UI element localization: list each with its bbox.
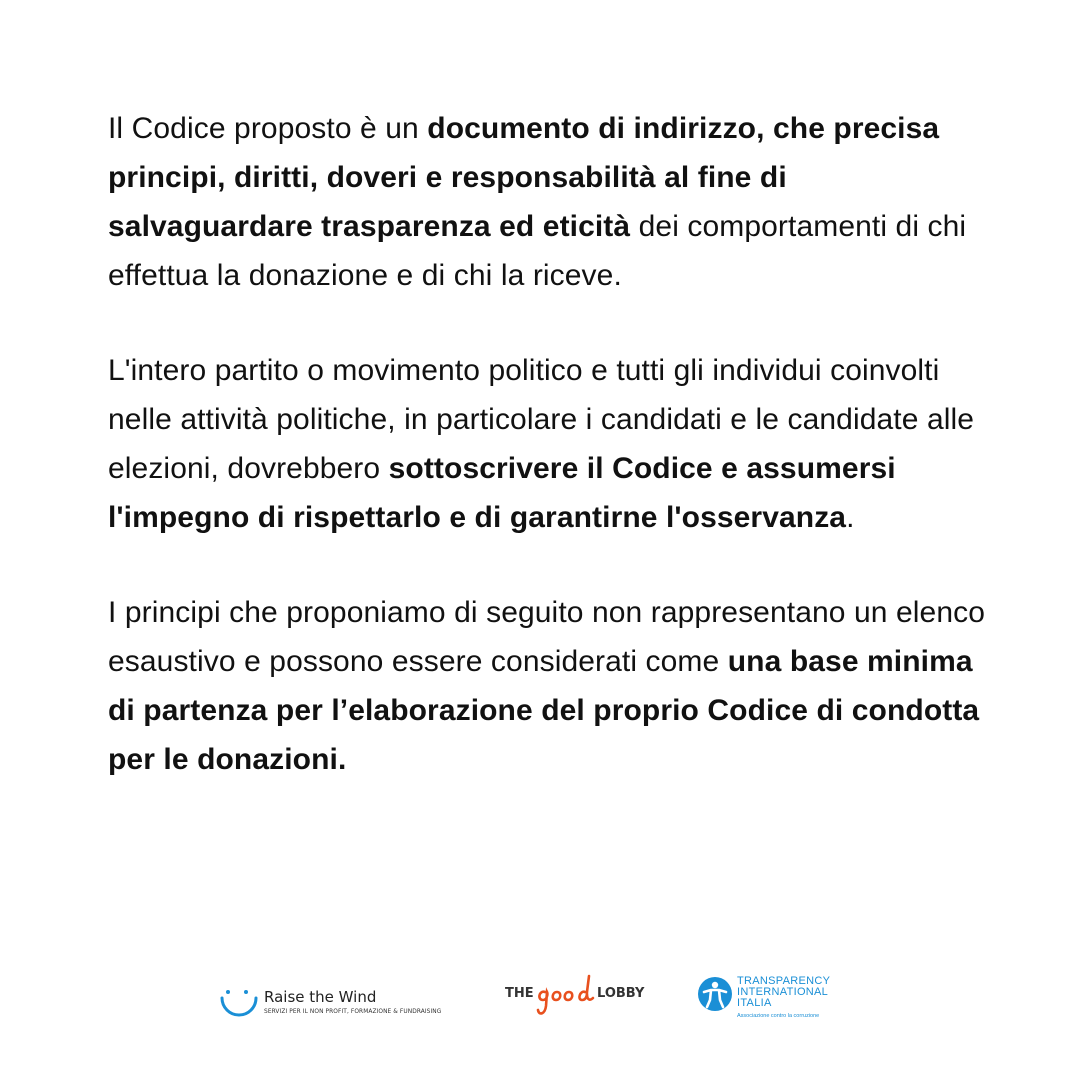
transparency-line-1: TRANSPARENCY (737, 975, 831, 987)
paragraph-2-outro: . (846, 501, 855, 534)
the-good-lobby-the: THE (505, 986, 534, 1001)
paragraph-2 (108, 346, 988, 542)
transparency-international-logo (697, 976, 857, 1028)
the-good-lobby-lobby: LOBBY (597, 986, 645, 1001)
raise-the-wind-tagline: SERVIZI PER IL NON PROFIT, FORMAZIONE & FUNDRAISING (264, 1007, 442, 1015)
transparency-line-2: INTERNATIONAL (737, 986, 829, 998)
the-good-lobby-logo (505, 972, 655, 1022)
good-script-icon (535, 972, 597, 1022)
main-text (108, 104, 988, 830)
paragraph-2-highlight: sottoscrivere il Codice e assumersi l'impegno di rispettarlo e di garantirne l'osservanza (108, 452, 896, 534)
partner-logos (0, 960, 1080, 1040)
paragraph-2-intro: L'intero partito o movimento politico e tutti gli individui coinvolti nelle attività politiche, in particolare i candidati e le candidate alle elezioni, dovrebbero (108, 354, 975, 485)
raise-the-wind-name: Raise the Wind (264, 988, 377, 1006)
paragraph-1 (108, 104, 988, 300)
smile-icon (220, 986, 260, 1022)
paragraph-3-highlight: una base minima di partenza per l’elaborazione del proprio Codice di condotta per le donazioni. (108, 645, 980, 776)
paragraph-3 (108, 588, 988, 784)
globe-figure-icon (697, 976, 733, 1012)
paragraph-1-highlight: documento di indirizzo, che precisa principi, diritti, doveri e responsabilità al fine di salvaguardare trasparenza ed eticità (108, 112, 940, 243)
paragraph-1-intro: Il Codice proposto è un (108, 112, 428, 145)
transparency-line-3: ITALIA (737, 997, 772, 1009)
paragraph-1-outro: dei comportamenti di chi effettua la donazione e di chi la riceve. (108, 210, 967, 292)
transparency-tagline: Associazione contro la corruzione (737, 1013, 820, 1019)
raise-the-wind-logo (220, 986, 470, 1026)
paragraph-3-intro: I principi che proponiamo di seguito non rappresentano un elenco esaustivo e possono essere considerati come (108, 596, 985, 678)
